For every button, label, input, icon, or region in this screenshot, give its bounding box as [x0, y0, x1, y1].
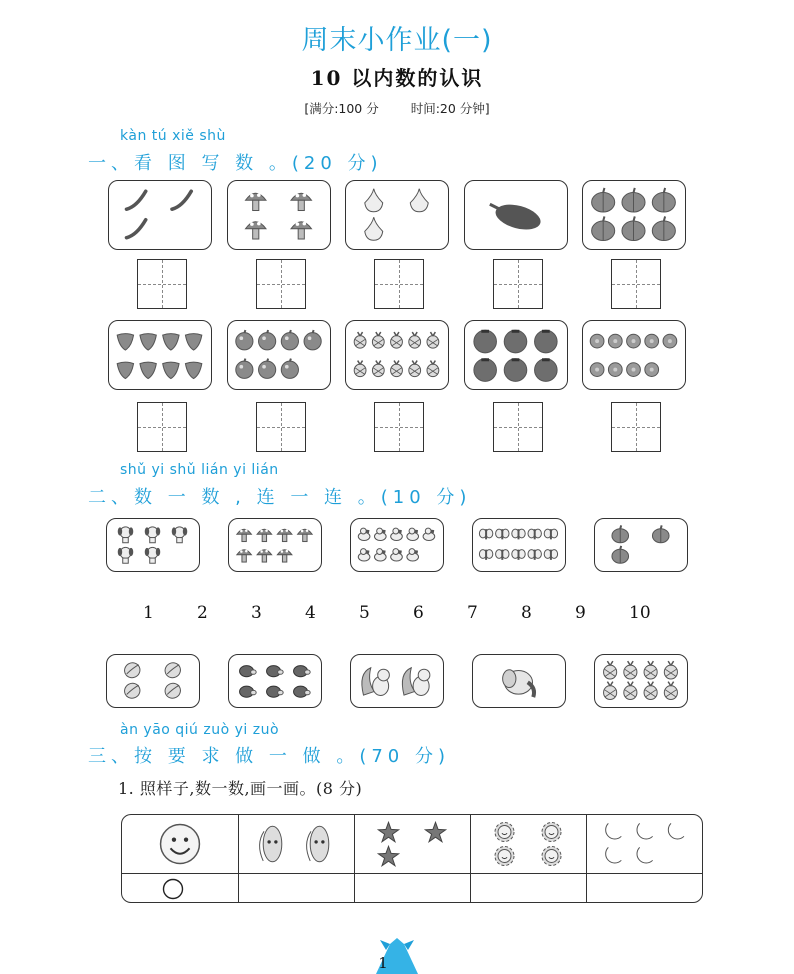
section1-row1-picture-box: [464, 180, 568, 250]
page-title: 周末小作业(一): [301, 25, 493, 56]
number-label[interactable]: 8: [521, 603, 532, 623]
table-picture-cell: [122, 815, 238, 873]
sun-icon: [478, 817, 578, 871]
section2-heading: 二、数 一 数 , 连 一 连 。(10 分): [88, 487, 472, 508]
duck-icon: [351, 519, 443, 570]
section2-top-picture-box: [594, 518, 688, 572]
number-label[interactable]: 6: [413, 603, 424, 623]
puppy-icon: [107, 519, 199, 570]
section1-row1-picture-box: [582, 180, 686, 250]
number-label[interactable]: 3: [251, 603, 262, 623]
number-label[interactable]: 7: [467, 603, 478, 623]
answer-cell-3[interactable]: [356, 875, 466, 901]
pumpkin-icon: [583, 181, 685, 248]
answer-grid[interactable]: [611, 259, 661, 309]
sample-circle-icon: [162, 878, 184, 900]
squirrel-icon: [351, 655, 443, 706]
answer-cell-5[interactable]: [588, 875, 698, 901]
starfish-icon: [362, 817, 462, 871]
number-label[interactable]: 2: [197, 603, 208, 623]
mushroom-icon: [229, 519, 321, 570]
number-label[interactable]: 9: [575, 603, 586, 623]
table-picture-cell: [470, 815, 586, 873]
section1-row1-picture-box: [227, 180, 331, 250]
table-picture-cell: [354, 815, 470, 873]
orange-icon: [583, 321, 685, 388]
number-label[interactable]: 5: [359, 603, 370, 623]
corn-icon: [246, 817, 346, 871]
answer-cell-2[interactable]: [240, 875, 350, 901]
section2-pinyin: shǔ yi shǔ lián yi lián: [120, 462, 279, 478]
answer-grid[interactable]: [374, 259, 424, 309]
section1-pinyin: kàn tú xiě shù: [120, 128, 226, 144]
tomato-icon: [465, 321, 567, 388]
garlic-icon: [346, 181, 448, 248]
strawberry-icon: [109, 321, 211, 388]
number-label[interactable]: 4: [305, 603, 316, 623]
table-picture-cell: [586, 815, 702, 873]
number-label[interactable]: 1: [143, 603, 154, 623]
section2-top-picture-box: [350, 518, 444, 572]
section2-bottom-picture-box: [106, 654, 200, 708]
section2-top-picture-box: [472, 518, 566, 572]
time-limit: 时间:20 分钟]: [410, 101, 490, 116]
answer-grid[interactable]: [374, 402, 424, 452]
pepper-icon: [109, 181, 211, 248]
page-subtitle: 10 以内数的认识: [310, 66, 484, 90]
eggplant-icon: [465, 181, 567, 248]
section1-row2-picture-box: [582, 320, 686, 390]
question-1: 1. 照样子,数一数,画一画。(8 分): [118, 779, 363, 798]
section3-pinyin: àn yāo qiú zuò yi zuò: [120, 722, 280, 738]
answer-grid[interactable]: [256, 402, 306, 452]
section2-bottom-picture-box: [228, 654, 322, 708]
hedgehog-icon: [229, 655, 321, 706]
number-label[interactable]: 10: [629, 603, 651, 623]
full-score: [满分:100 分: [304, 101, 379, 116]
pumpkin-icon: [595, 519, 687, 570]
section3-heading: 三、按 要 求 做 一 做 。(70 分): [88, 746, 450, 767]
sample-table: [121, 814, 703, 903]
section2-top-picture-box: [106, 518, 200, 572]
butterfly-icon: [473, 519, 565, 570]
elephant-icon: [473, 655, 565, 706]
cabbage-icon: [107, 655, 199, 706]
pineapple-icon: [346, 321, 448, 388]
section1-row2-picture-box: [227, 320, 331, 390]
section1-heading: 一、看 图 写 数 。(20 分): [88, 153, 383, 174]
section1-row2-picture-box: [464, 320, 568, 390]
section2-bottom-picture-box: [594, 654, 688, 708]
answer-grid[interactable]: [256, 259, 306, 309]
moon-icon: [594, 817, 694, 871]
section1-row1-picture-box: [345, 180, 449, 250]
apple-icon: [228, 321, 330, 388]
smiley-icon: [130, 817, 230, 871]
page-number: 1: [378, 954, 388, 972]
answer-grid[interactable]: [137, 259, 187, 309]
answer-grid[interactable]: [611, 402, 661, 452]
pineapple-icon: [595, 655, 687, 706]
section1-row1-picture-box: [108, 180, 212, 250]
score-time-line: [0, 99, 794, 117]
table-picture-cell: [238, 815, 354, 873]
answer-cell-4[interactable]: [472, 875, 582, 901]
mushroom-icon: [228, 181, 330, 248]
answer-grid[interactable]: [137, 402, 187, 452]
section2-top-picture-box: [228, 518, 322, 572]
answer-grid[interactable]: [493, 259, 543, 309]
section2-bottom-picture-box: [472, 654, 566, 708]
section1-row2-picture-box: [108, 320, 212, 390]
page-number-badge: [372, 936, 422, 974]
section1-row2-picture-box: [345, 320, 449, 390]
section2-bottom-picture-box: [350, 654, 444, 708]
answer-grid[interactable]: [493, 402, 543, 452]
